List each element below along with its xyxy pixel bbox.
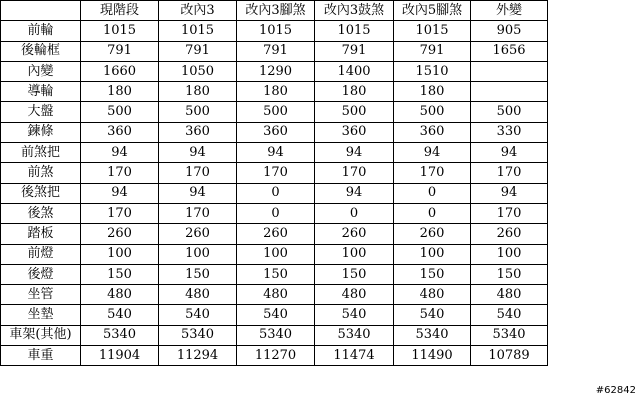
value-cell: 1015 xyxy=(81,21,159,41)
row-label: 踏板 xyxy=(1,224,81,244)
value-cell: 150 xyxy=(471,264,548,284)
table-row xyxy=(1,143,548,163)
value-cell: 540 xyxy=(394,305,471,325)
value-cell: 94 xyxy=(159,183,237,203)
value-cell: 540 xyxy=(315,305,394,325)
column-header: 改內3腳煞 xyxy=(237,1,315,21)
value-cell: 330 xyxy=(471,122,548,142)
value-cell: 150 xyxy=(81,264,159,284)
value-cell: 500 xyxy=(315,102,394,122)
row-label: 車架(其他) xyxy=(1,325,81,345)
value-cell: 180 xyxy=(237,82,315,102)
value-cell: 500 xyxy=(471,102,548,122)
value-cell: 791 xyxy=(394,41,471,61)
table-row xyxy=(1,41,548,61)
value-cell: 100 xyxy=(237,244,315,264)
row-label: 內變 xyxy=(1,61,81,81)
value-cell xyxy=(471,82,548,102)
value-cell: 0 xyxy=(237,203,315,223)
value-cell: 100 xyxy=(159,244,237,264)
row-label: 前煞把 xyxy=(1,143,81,163)
value-cell: 11490 xyxy=(394,346,471,366)
value-cell: 150 xyxy=(237,264,315,284)
value-cell: 540 xyxy=(81,305,159,325)
value-cell: 170 xyxy=(471,163,548,183)
value-cell: 170 xyxy=(394,163,471,183)
table-row xyxy=(1,203,548,223)
value-cell: 11474 xyxy=(315,346,394,366)
value-cell: 150 xyxy=(394,264,471,284)
value-cell: 5340 xyxy=(471,325,548,345)
table-row xyxy=(1,244,548,264)
table-row xyxy=(1,183,548,203)
value-cell: 170 xyxy=(159,163,237,183)
value-cell: 360 xyxy=(237,122,315,142)
table-row xyxy=(1,163,548,183)
value-cell: 5340 xyxy=(394,325,471,345)
column-header: 現階段 xyxy=(81,1,159,21)
value-cell: 94 xyxy=(81,143,159,163)
value-cell: 791 xyxy=(159,41,237,61)
value-cell: 480 xyxy=(81,285,159,305)
value-cell: 500 xyxy=(394,102,471,122)
value-cell: 180 xyxy=(159,82,237,102)
column-header: 外變 xyxy=(471,1,548,21)
row-label: 後煞 xyxy=(1,203,81,223)
row-label: 導輪 xyxy=(1,82,81,102)
value-cell: 500 xyxy=(237,102,315,122)
value-cell: 905 xyxy=(471,21,548,41)
value-cell: 5340 xyxy=(81,325,159,345)
value-cell: 100 xyxy=(315,244,394,264)
table-row xyxy=(1,224,548,244)
value-cell: 260 xyxy=(394,224,471,244)
value-cell: 540 xyxy=(237,305,315,325)
value-cell: 260 xyxy=(471,224,548,244)
row-label: 坐管 xyxy=(1,285,81,305)
value-cell: 1290 xyxy=(237,61,315,81)
value-cell: 360 xyxy=(315,122,394,142)
value-cell: 260 xyxy=(81,224,159,244)
value-cell: 5340 xyxy=(237,325,315,345)
value-cell: 0 xyxy=(394,183,471,203)
value-cell: 360 xyxy=(394,122,471,142)
table-row xyxy=(1,305,548,325)
row-label: 後煞把 xyxy=(1,183,81,203)
value-cell: 260 xyxy=(237,224,315,244)
value-cell: 94 xyxy=(394,143,471,163)
corner-header-cell xyxy=(1,1,81,21)
value-cell: 1510 xyxy=(394,61,471,81)
row-label: 前煞 xyxy=(1,163,81,183)
value-cell: 180 xyxy=(394,82,471,102)
value-cell: 1015 xyxy=(159,21,237,41)
value-cell: 480 xyxy=(394,285,471,305)
value-cell: 1050 xyxy=(159,61,237,81)
row-label: 前燈 xyxy=(1,244,81,264)
value-cell: 94 xyxy=(471,143,548,163)
value-cell: 94 xyxy=(315,183,394,203)
column-header: 改內5腳煞 xyxy=(394,1,471,21)
value-cell: 170 xyxy=(81,163,159,183)
value-cell: 0 xyxy=(315,203,394,223)
value-cell: 791 xyxy=(315,41,394,61)
table-row xyxy=(1,285,548,305)
value-cell: 10789 xyxy=(471,346,548,366)
watermark-text: #62842 xyxy=(595,385,636,396)
value-cell: 360 xyxy=(159,122,237,142)
value-cell: 500 xyxy=(81,102,159,122)
value-cell: 94 xyxy=(81,183,159,203)
value-cell: 170 xyxy=(237,163,315,183)
table-row xyxy=(1,102,548,122)
value-cell: 5340 xyxy=(159,325,237,345)
value-cell: 11294 xyxy=(159,346,237,366)
value-cell: 791 xyxy=(237,41,315,61)
value-cell: 791 xyxy=(81,41,159,61)
value-cell xyxy=(471,61,548,81)
value-cell: 170 xyxy=(315,163,394,183)
column-header: 改內3 xyxy=(159,1,237,21)
value-cell: 480 xyxy=(237,285,315,305)
table-row xyxy=(1,264,548,284)
row-label: 前輪 xyxy=(1,21,81,41)
value-cell: 0 xyxy=(394,203,471,223)
table-row xyxy=(1,61,548,81)
value-cell: 500 xyxy=(159,102,237,122)
row-label: 車重 xyxy=(1,346,81,366)
value-cell: 480 xyxy=(315,285,394,305)
column-header: 改內3鼓煞 xyxy=(315,1,394,21)
value-cell: 1656 xyxy=(471,41,548,61)
table-row xyxy=(1,122,548,142)
value-cell: 540 xyxy=(159,305,237,325)
value-cell: 94 xyxy=(471,183,548,203)
row-label: 鍊條 xyxy=(1,122,81,142)
value-cell: 94 xyxy=(159,143,237,163)
row-label: 後輪框 xyxy=(1,41,81,61)
value-cell: 480 xyxy=(471,285,548,305)
value-cell: 5340 xyxy=(315,325,394,345)
table-row xyxy=(1,82,548,102)
value-cell: 100 xyxy=(471,244,548,264)
value-cell: 180 xyxy=(81,82,159,102)
value-cell: 100 xyxy=(81,244,159,264)
table-row xyxy=(1,21,548,41)
row-label: 坐墊 xyxy=(1,305,81,325)
value-cell: 170 xyxy=(471,203,548,223)
value-cell: 94 xyxy=(237,143,315,163)
value-cell: 1400 xyxy=(315,61,394,81)
value-cell: 1015 xyxy=(394,21,471,41)
table-row xyxy=(1,325,548,345)
value-cell: 540 xyxy=(471,305,548,325)
value-cell: 260 xyxy=(315,224,394,244)
table-body xyxy=(1,21,548,366)
value-cell: 0 xyxy=(237,183,315,203)
value-cell: 94 xyxy=(315,143,394,163)
value-cell: 1015 xyxy=(315,21,394,41)
value-cell: 260 xyxy=(159,224,237,244)
header-row xyxy=(1,1,548,21)
row-label: 大盤 xyxy=(1,102,81,122)
value-cell: 1660 xyxy=(81,61,159,81)
value-cell: 150 xyxy=(159,264,237,284)
value-cell: 170 xyxy=(81,203,159,223)
value-cell: 150 xyxy=(315,264,394,284)
table-row xyxy=(1,346,548,366)
value-cell: 480 xyxy=(159,285,237,305)
value-cell: 1015 xyxy=(237,21,315,41)
value-cell: 180 xyxy=(315,82,394,102)
value-cell: 100 xyxy=(394,244,471,264)
row-label: 後燈 xyxy=(1,264,81,284)
value-cell: 360 xyxy=(81,122,159,142)
value-cell: 11904 xyxy=(81,346,159,366)
value-cell: 11270 xyxy=(237,346,315,366)
value-cell: 170 xyxy=(159,203,237,223)
